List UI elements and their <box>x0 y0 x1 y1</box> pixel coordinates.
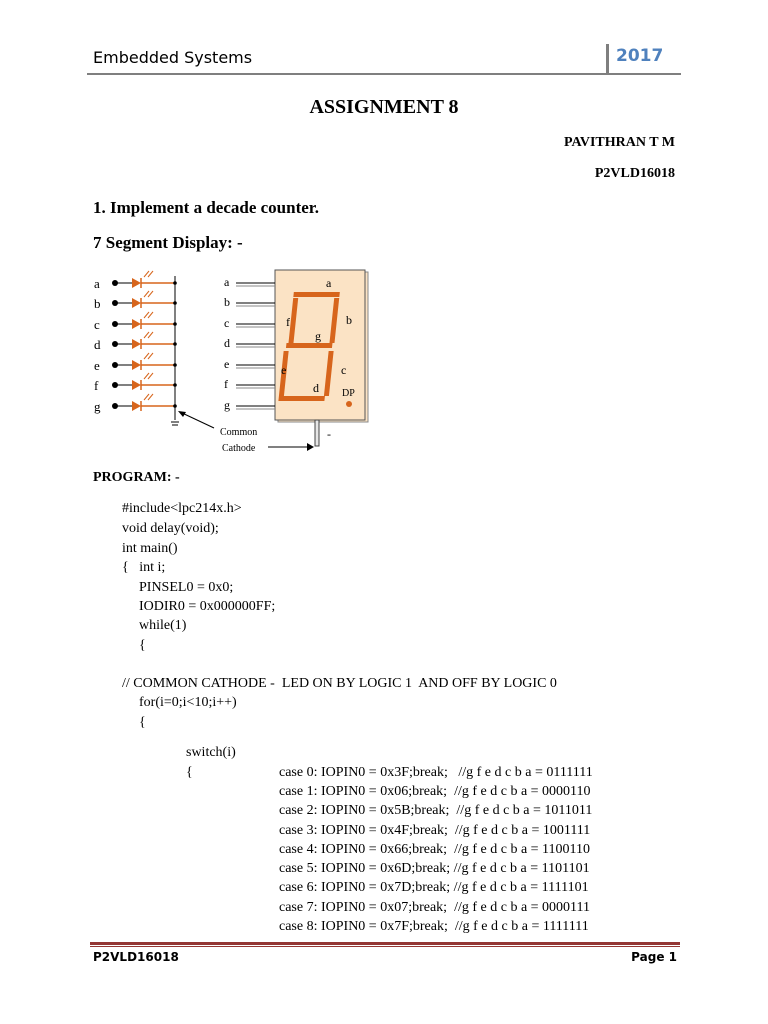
code-line: void delay(void); <box>122 521 219 536</box>
segment-label: e <box>281 363 287 377</box>
decimal-point <box>346 401 352 407</box>
code-line: { int i; <box>122 560 166 575</box>
junction-dot <box>173 404 177 408</box>
cathode-label: Cathode <box>222 443 256 454</box>
cathode-pin <box>315 420 319 446</box>
header-divider <box>606 44 609 74</box>
question-heading: 1. Implement a decade counter. <box>93 198 320 217</box>
minus-label: - <box>327 427 331 441</box>
segment-label: f <box>286 315 290 329</box>
led-icon <box>132 360 141 370</box>
program-label: PROGRAM: - <box>93 470 180 485</box>
segment-label: b <box>346 313 352 327</box>
header-course: Embedded Systems <box>93 48 253 67</box>
case-line: case 8: IOPIN0 = 0x7F;break; //g f e d c b a = 1111111 <box>279 919 589 934</box>
code-line: switch(i) <box>186 745 236 760</box>
segment-label: DP <box>342 388 355 399</box>
section-heading: 7 Segment Display: - <box>93 233 243 252</box>
pin-label: f <box>224 377 228 391</box>
code-line: while(1) <box>139 618 187 633</box>
case-line: case 1: IOPIN0 = 0x06;break; //g f e d c b a = 0000110 <box>279 784 591 799</box>
case-line: case 0: IOPIN0 = 0x3F;break; //g f e d c b a = 0111111 <box>279 765 593 780</box>
junction-dot <box>173 342 177 346</box>
pin-label: g <box>94 399 101 414</box>
junction-dot <box>173 301 177 305</box>
code-line: PINSEL0 = 0x0; <box>139 580 234 595</box>
document-title: ASSIGNMENT 8 <box>309 96 459 118</box>
footer-roll: P2VLD16018 <box>93 950 179 964</box>
code-line: for(i=0;i<10;i++) <box>139 695 237 710</box>
pin-label: d <box>94 337 101 352</box>
code-line: { <box>139 638 146 653</box>
pin-label: c <box>224 316 230 330</box>
display-schematic <box>178 270 368 454</box>
cathode-label: Common <box>220 427 258 438</box>
pin-label: e <box>94 358 100 373</box>
case-line: case 2: IOPIN0 = 0x5B;break; //g f e d c b a = 1011011 <box>279 803 593 818</box>
junction-dot <box>173 363 177 367</box>
code-line: { <box>139 715 146 730</box>
segment <box>293 292 340 297</box>
arrow-head <box>307 443 314 451</box>
case-line: case 7: IOPIN0 = 0x07;break; //g f e d c b a = 0000111 <box>279 900 591 915</box>
segment-label: d <box>313 381 319 395</box>
footer-rule <box>90 942 680 945</box>
segment <box>278 396 325 401</box>
led-icon <box>132 319 141 329</box>
led-schematic <box>94 271 179 425</box>
led-icon <box>132 380 141 390</box>
author-name: PAVITHRAN T M <box>564 135 675 150</box>
code-line: IODIR0 = 0x000000FF; <box>139 599 276 614</box>
segment-label: g <box>315 329 321 343</box>
pin-label: a <box>224 275 230 289</box>
case-line: case 6: IOPIN0 = 0x7D;break; //g f e d c b a = 1111101 <box>279 880 589 895</box>
author-roll: P2VLD16018 <box>594 166 675 181</box>
case-line: case 5: IOPIN0 = 0x6D;break; //g f e d c b a = 1101101 <box>279 861 590 876</box>
junction-dot <box>173 322 177 326</box>
seven-segment-diagram <box>88 262 388 462</box>
led-icon <box>132 298 141 308</box>
pin-label: e <box>224 357 230 371</box>
pin-label: f <box>94 378 99 393</box>
led-icon <box>132 339 141 349</box>
code-line: { <box>186 765 193 780</box>
segment-label: a <box>326 276 332 290</box>
code-line: int main() <box>122 541 178 556</box>
pin-label: b <box>224 295 230 309</box>
segment-label: c <box>341 363 347 377</box>
code-comment: // COMMON CATHODE - LED ON BY LOGIC 1 AND OFF BY LOGIC 0 <box>122 676 557 691</box>
pin-label: d <box>224 336 230 350</box>
header-year: 2017 <box>616 46 664 66</box>
arrow-line <box>180 412 214 428</box>
case-line: case 4: IOPIN0 = 0x66;break; //g f e d c b a = 1100110 <box>279 842 591 857</box>
led-icon <box>132 401 141 411</box>
led-icon <box>132 278 141 288</box>
pin-label: g <box>224 398 230 412</box>
junction-dot <box>173 281 177 285</box>
segment <box>286 343 333 348</box>
footer-rule-thin <box>90 946 680 947</box>
code-line: #include<lpc214x.h> <box>122 501 242 516</box>
pin-label: c <box>94 317 100 332</box>
page-number: Page 1 <box>631 950 677 964</box>
pin-label: b <box>94 296 101 311</box>
header-rule <box>87 73 681 75</box>
case-line: case 3: IOPIN0 = 0x4F;break; //g f e d c b a = 1001111 <box>279 823 591 838</box>
pin-label: a <box>94 276 100 291</box>
junction-dot <box>173 383 177 387</box>
